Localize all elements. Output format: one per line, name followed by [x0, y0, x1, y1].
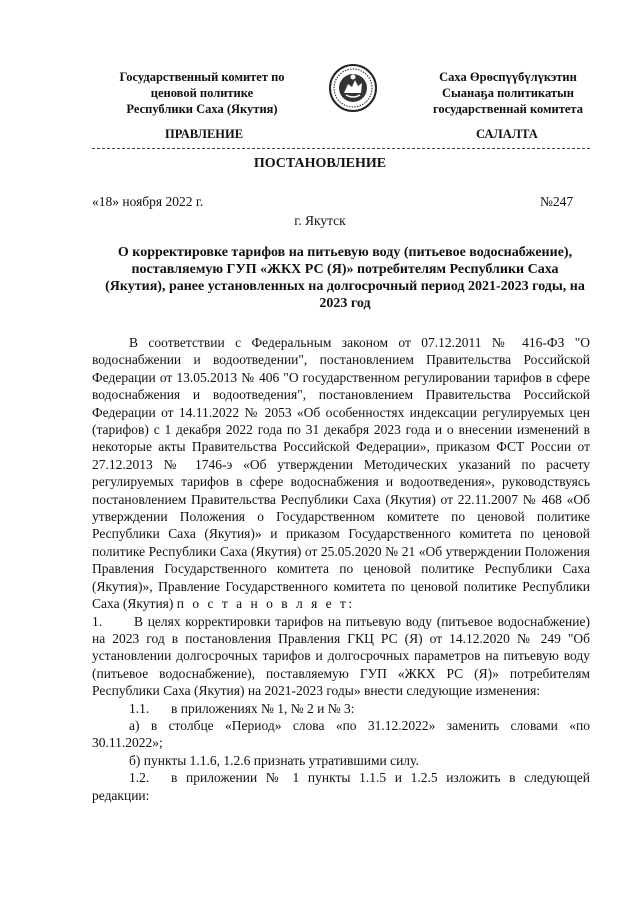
document-city: г. Якутск — [294, 213, 346, 228]
item-number: 1. — [92, 613, 103, 629]
committee-name-line: Саха Өрөспүүбүлүкэтин — [439, 70, 577, 84]
committee-name-line: Сыанаҕа политикатын — [442, 86, 574, 100]
document-date: «18» ноября 2022 г. — [92, 194, 204, 209]
document-subject: О корректировке тарифов на питьевую воду (питьевое водоснабжение), поставляемую ГУП «ЖКХ РС (Я)» потребителям Республики Саха (Якутия), ранее установленных на долгосрочный период 2021-2023 годы, на 2023 год — [105, 245, 585, 311]
header-divider — [92, 148, 590, 149]
committee-name-line: Республики Саха (Якутия) — [126, 102, 278, 116]
board-label-yakut: САЛАЛТА — [476, 127, 538, 141]
item-1-2 — [92, 769, 590, 804]
committee-name-line: государственнай комитета — [433, 102, 583, 116]
republic-emblem-icon — [328, 62, 378, 114]
document-type: ПОСТАНОВЛЕНИЕ — [253, 156, 387, 171]
decree-word: п о с т а н о в л я е т: — [176, 596, 355, 612]
document-body — [92, 334, 590, 804]
item-1 — [92, 613, 590, 700]
document-number: №247 — [540, 194, 574, 209]
item-text: В целях корректировки тарифов на питьевую воду (питьевое водоснабжение) на 2023 год в постановления Правления ГКЦ РС (Я) от 14.12.2020 № 249 "Об установлении долгосрочных тарифов и долгосрочных параметров на питьевую воду (питьевое водоснабжение), поставляемую ГУП «ЖКХ РС (Я)» потребителям Республики Саха (Якутия) на 2021-2023 годы» внести следующие изменения: — [92, 613, 590, 699]
committee-name-yakut — [408, 69, 608, 117]
committee-name-russian — [92, 69, 312, 117]
item-1-1 — [92, 700, 590, 717]
item-number: 1.1. — [129, 700, 150, 716]
item-text: в приложениях № 1, № 2 и № 3: — [171, 700, 355, 716]
preamble-paragraph — [92, 334, 590, 613]
board-label-russian: ПРАВЛЕНИЕ — [165, 127, 244, 141]
committee-name-line: ценовой политике — [150, 86, 254, 100]
item-text: в приложении № 1 пункты 1.1.5 и 1.2.5 изложить в следующей редакции: — [92, 770, 590, 803]
item-1-1-b: б) пункты 1.1.6, 1.2.6 признать утратившими силу. — [129, 752, 419, 768]
item-number: 1.2. — [129, 770, 150, 786]
committee-name-line: Государственный комитет по — [119, 70, 285, 84]
preamble-text: В соответствии с Федеральным законом от 07.12.2011 № 416-ФЗ "О водоснабжении и водоотведении", постановлением Правительства Российской Федерации от 13.05.2013 № 406 "О государственном регулировании тарифов в сфере водоснабжения и водоотведения", постановлением Правительства Российской Федерации от 14.11.2022 № 2053 «Об особенностях индексации регулируемых цен (тарифов) с 1 декабря 2022 года по 31 декабря 2023 года и о внесении изменений в некоторые акты Правительства Российской Федерации», приказом ФСТ России от 27.12.2013 № 1746-э «Об утверждении Методических указаний по расчету регулируемых тарифов в сфере водоснабжения и водоотведения», руководствуясь постановлением Правительства Республики Саха (Якутия) от 22.11.2007 № 468 «Об утверждении Положения о Государственном комитете по ценовой политике Республики Саха (Якутия)» и приказом Государственного комитета по ценовой политике Республики Саха (Якутия) от 25.05.2020 № 21 «Об утверждении Положения Правления Государственного комитета по ценовой политике Республики Саха (Якутия)», Правление Государственного комитета по ценовой политике Республики Саха (Якутия) — [92, 335, 590, 612]
item-1-1-a: а) в столбце «Период» слова «по 31.12.2022» заменить словами «по 30.11.2022»; — [92, 717, 590, 751]
